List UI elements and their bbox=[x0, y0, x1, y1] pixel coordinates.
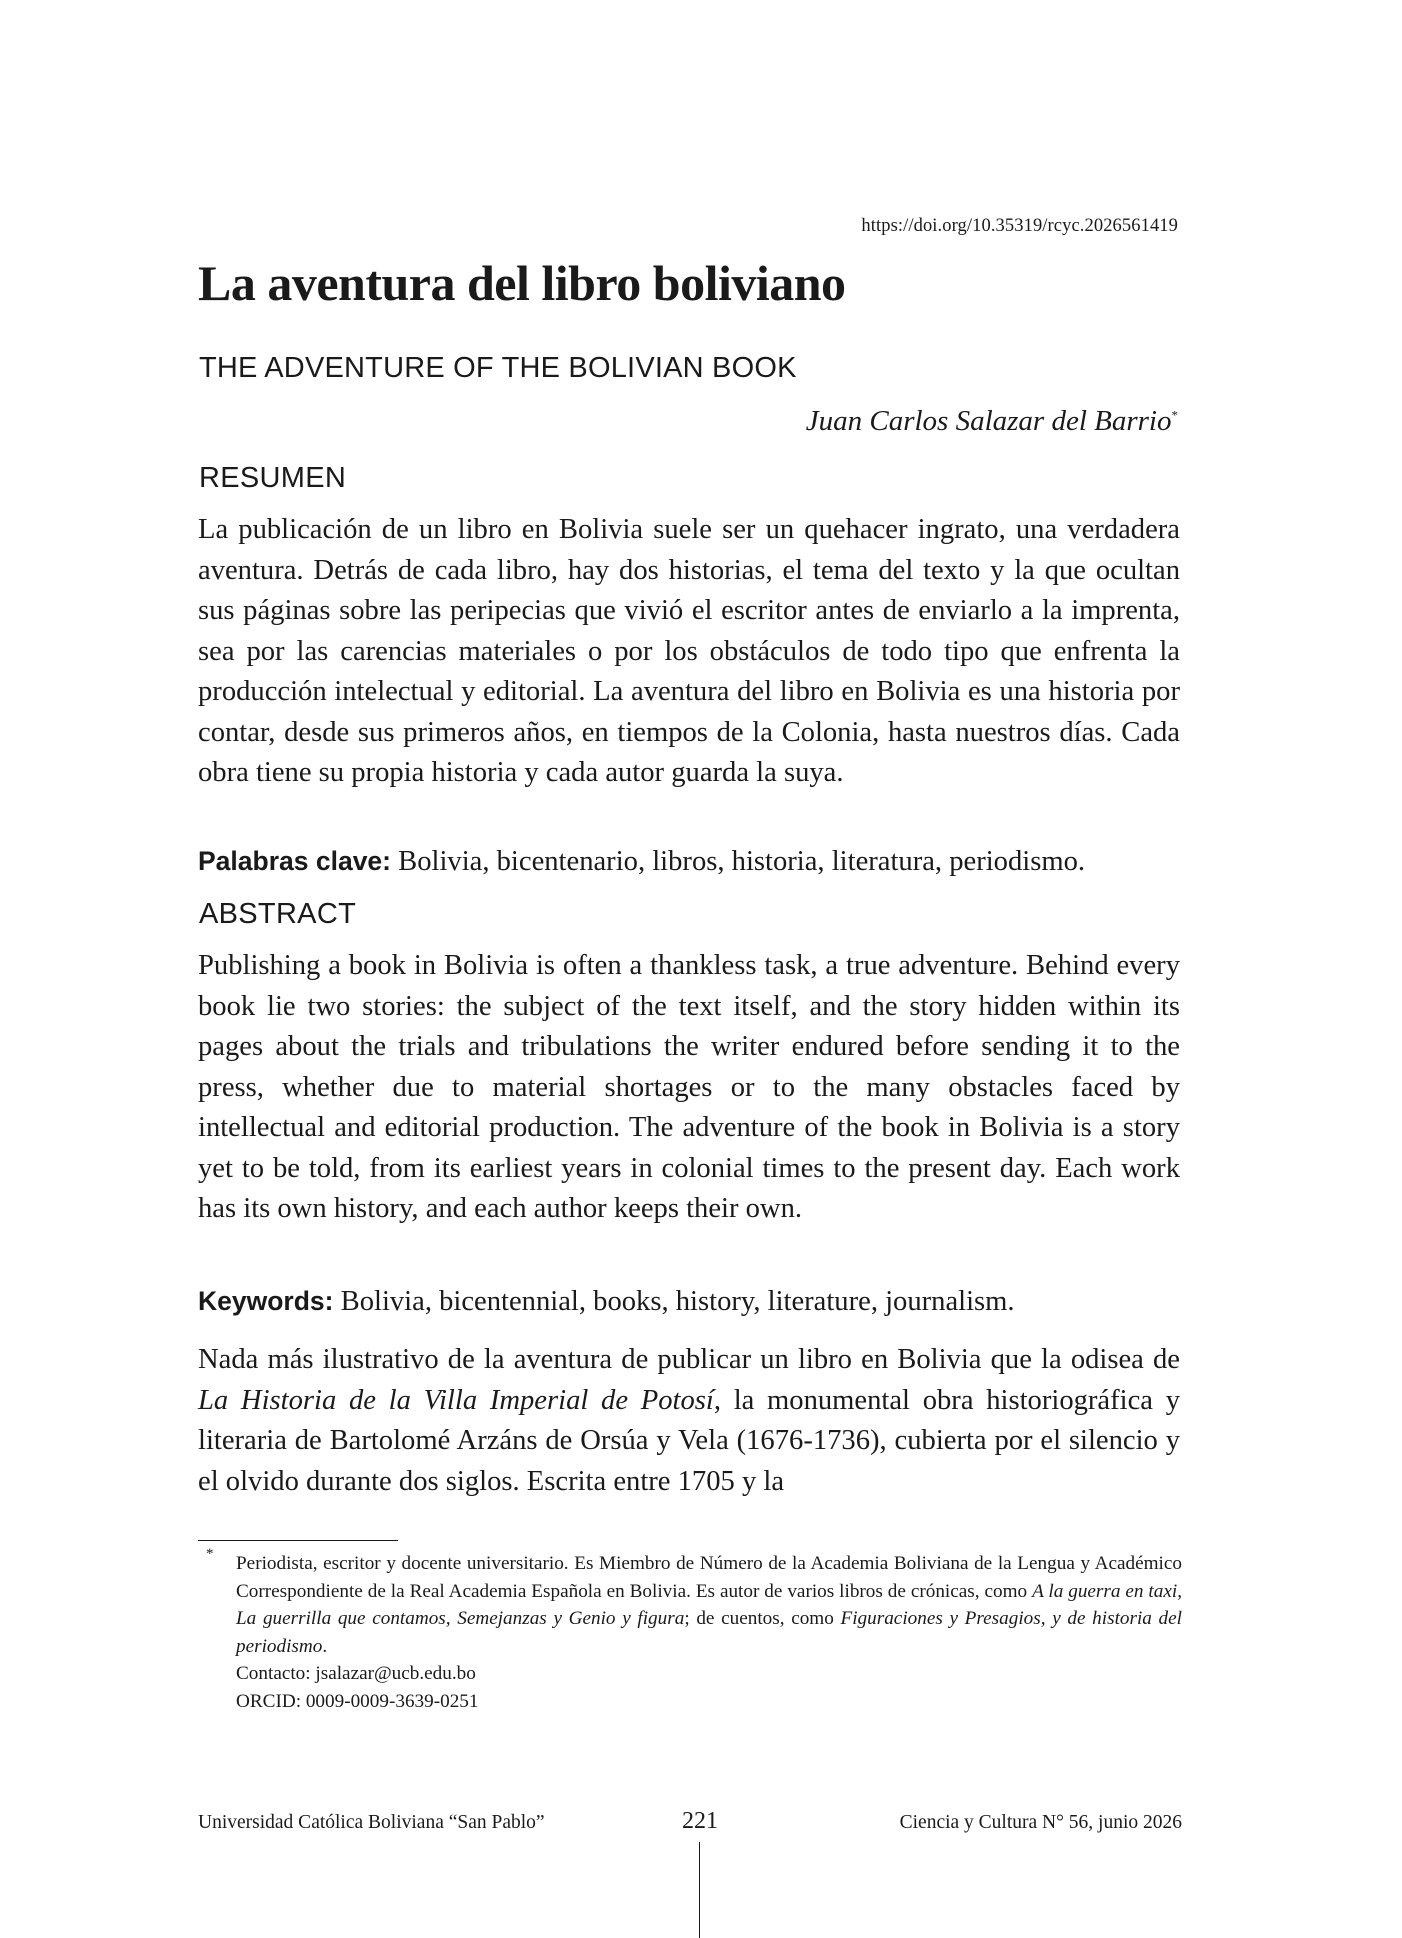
author-footnote-mark[interactable]: * bbox=[1171, 407, 1178, 423]
article-subtitle: THE ADVENTURE OF THE BOLIVIAN BOOK bbox=[199, 352, 797, 384]
footnote-chronicles: A la guerra en taxi, La guerrilla que contamos, Semejanzas y Genio y figura bbox=[236, 1580, 1182, 1629]
body-text-2: , la monumental obra historiográfica y literaria de Bartolomé Arzáns de Orsúa y Vela (1676-1736), cubierta por el silencio y el olvido durante dos siglos. Escrita entre 1705 y la bbox=[198, 1384, 1180, 1497]
footnote-stories: Figuraciones y Presagios, y de historia del periodismo bbox=[236, 1608, 1182, 1657]
body-book-title: La Historia de la Villa Imperial de Potosí bbox=[198, 1384, 714, 1416]
footnote-text-1: Periodista, escritor y docente universitario. Es Miembro de Número de la Academia Boliviana de la Lengua y Académico Correspondiente de la Real Academia Española en Bolivia. Es autor de varios libros de crónicas, como bbox=[236, 1553, 1182, 1602]
resumen-keywords-list: Bolivia, bicentenario, libros, historia, literatura, periodismo. bbox=[391, 846, 1086, 877]
body-text-1: Nada más ilustrativo de la aventura de publicar un libro en Bolivia que la odisea de bbox=[198, 1344, 1180, 1375]
author-line bbox=[806, 405, 1178, 438]
resumen-keywords-label: Palabras clave: bbox=[198, 846, 391, 876]
footnote-orcid[interactable]: ORCID: 0009-0009-3639-0251 bbox=[236, 1690, 479, 1712]
article-title: La aventura del libro boliviano bbox=[198, 255, 846, 311]
body-paragraph bbox=[198, 1340, 1180, 1502]
doi-link[interactable]: https://doi.org/10.35319/rcyc.2026561419 bbox=[861, 216, 1178, 236]
abstract-heading: ABSTRACT bbox=[199, 898, 357, 930]
footnote-text-3: . bbox=[322, 1635, 328, 1657]
abstract-keywords-list: Bolivia, bicentennial, books, history, literature, journalism. bbox=[333, 1286, 1015, 1317]
footer-journal: Ciencia y Cultura N° 56, junio 2026 bbox=[899, 1812, 1182, 1833]
footer-university: Universidad Católica Boliviana “San Pablo” bbox=[198, 1812, 545, 1833]
author-footnote bbox=[236, 1550, 1182, 1715]
footnote-mark: * bbox=[206, 1546, 214, 1562]
footnote-text-2: ; de cuentos, como bbox=[684, 1608, 841, 1629]
abstract-keywords bbox=[198, 1281, 1015, 1322]
author-name: Juan Carlos Salazar del Barrio bbox=[805, 405, 1172, 437]
resumen-heading: RESUMEN bbox=[199, 462, 347, 494]
footnote-contact[interactable]: Contacto: jsalazar@ucb.edu.bo bbox=[236, 1663, 476, 1684]
page-number: 221 bbox=[682, 1808, 718, 1834]
footnote-bio bbox=[236, 1550, 1182, 1660]
abstract-text: Publishing a book in Bolivia is often a thankless task, a true adventure. Behind every book lie two stories: the subject of the text itself, and the story hidden within its pages about the trials and tribulations the writer endured before sending it to the press, whether due to material shortages or to the many obstacles faced by intellectual and editorial production. The adventure of the book in Bolivia is a story yet to be told, from its earliest years in colonial times to the present day. Each work has its own history, and each author keeps their own. bbox=[198, 950, 1180, 1224]
footnote-divider bbox=[198, 1540, 398, 1541]
resumen-text: La publicación de un libro en Bolivia suele ser un quehacer ingrato, una verdadera aventura. Detrás de cada libro, hay dos historias, el tema del texto y la que ocultan sus páginas sobre las peripecias que vivió el escritor antes de enviarlo a la imprenta, sea por las carencias materiales o por los obstáculos de todo tipo que enfrenta la producción intelectual y editorial. La aventura del libro en Bolivia es una historia por contar, desde sus primeros años, en tiempos de la Colonia, hasta nuestros días. Cada obra tiene su propia historia y cada autor guarda la suya. bbox=[198, 514, 1180, 788]
resumen-keywords bbox=[198, 841, 1085, 882]
abstract-keywords-label: Keywords: bbox=[198, 1286, 334, 1316]
footer-divider-line bbox=[699, 1842, 700, 1938]
